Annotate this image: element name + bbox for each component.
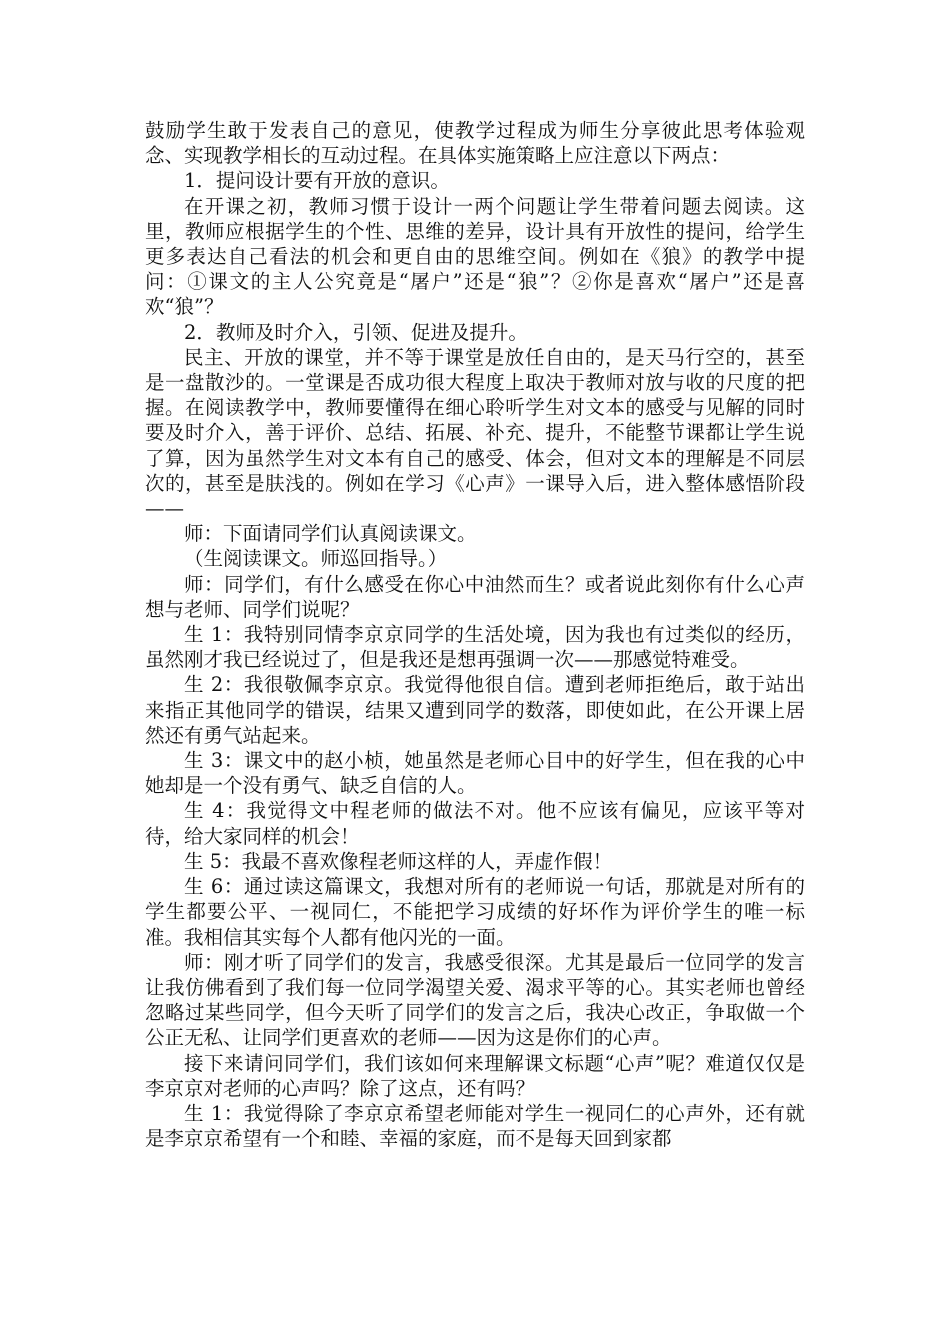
dialogue-teacher-3: 师：刚才听了同学们的发言，我感受很深。尤其是最后一位同学的发言让我仿佛看到了我们每一位同学渴望关爱、渴求平等的心。其实老师也曾经忽略过某些同学，但今天听了同学们的发言之后，我决心改正，争取做一个公正无私、让同学们更喜欢的老师——因为这是你们的心声。: [145, 950, 805, 1050]
paragraph-intro: 鼓励学生敢于发表自己的意见，使教学过程成为师生分享彼此思考体验观念、实现教学相长的互动过程。在具体实施策略上应注意以下两点：: [145, 119, 805, 168]
document-body: [145, 118, 805, 1151]
dialogue-student-1: 生 1：我特别同情李京京同学的生活处境，因为我也有过类似的经历，虽然刚才我已经说过了，但是我还是想再强调一次——那感觉特难受。: [145, 623, 805, 672]
dialogue-student-3: 生 3：课文中的赵小桢，她虽然是老师心目中的好学生，但在我的心中她却是一个没有勇气、缺乏自信的人。: [145, 749, 805, 798]
paragraph-point-2: 民主、开放的课堂，并不等于课堂是放任自由的，是天马行空的，甚至是一盘散沙的。一堂课是否成功很大程度上取决于教师对放与收的尺度的把握。在阅读教学中，教师要懂得在细心聆听学生对文本的感受与见解的同时要及时介入，善于评价、总结、拓展、补充、提升，不能整节课都让学生说了算，因为虽然学生对文本有自己的感受、体会，但对文本的理解是不同层次的，甚至是肤浅的。例如在学习《心声》一课导入后，进入整体感悟阶段——: [145, 345, 805, 521]
dialogue-student-6: 生 6：通过读这篇课文，我想对所有的老师说一句话，那就是对所有的学生都要公平、一视同仁，不能把学习成绩的好坏作为评价学生的唯一标准。我相信其实每个人都有他闪光的一面。: [145, 875, 805, 949]
heading-point-1: 1．提问设计要有开放的意识。: [184, 169, 450, 193]
dialogue-student-5: 生 5：我最不喜欢像程老师这样的人，弄虚作假！: [184, 849, 613, 873]
dialogue-student-4: 生 4：我觉得文中程老师的做法不对。他不应该有偏见，应该平等对待，给大家同样的机会！: [145, 799, 805, 848]
heading-point-2: 2．教师及时介入，引领、促进及提升。: [184, 320, 528, 344]
paragraph-point-1: 在开课之初，教师习惯于设计一两个问题让学生带着问题去阅读。这里，教师应根据学生的个性、思维的差异，设计具有开放性的提问，给学生更多表达自己看法的机会和更自由的思维空间。例如在《狼》的教学中提问：①课文的主人公究竟是“屠户”还是“狼”？②你是喜欢“屠户”还是喜欢“狼”？: [145, 194, 805, 319]
dialogue-student-2: 生 2：我很敬佩李京京。我觉得他很自信。遭到老师拒绝后，敢于站出来指正其他同学的错误，结果又遭到同学的数落，即使如此，在公开课上居然还有勇气站起来。: [145, 673, 805, 747]
dialogue-stage-direction: （生阅读课文。师巡回指导。）: [184, 547, 448, 571]
dialogue-student-1-answer: 生 1：我觉得除了李京京希望老师能对学生一视同仁的心声外，还有就是李京京希望有一个和睦、幸福的家庭，而不是每天回到家都: [145, 1101, 805, 1151]
dialogue-teacher-2: 师：同学们，有什么感受在你心中油然而生？或者说此刻你有什么心声想与老师、同学们说呢？: [145, 572, 805, 621]
dialogue-teacher-1: 师：下面请同学们认真阅读课文。: [184, 522, 477, 546]
dialogue-teacher-question: 接下来请问同学们，我们该如何来理解课文标题“心声”呢？难道仅仅是李京京对老师的心声吗？除了这点，还有吗？: [145, 1051, 805, 1100]
